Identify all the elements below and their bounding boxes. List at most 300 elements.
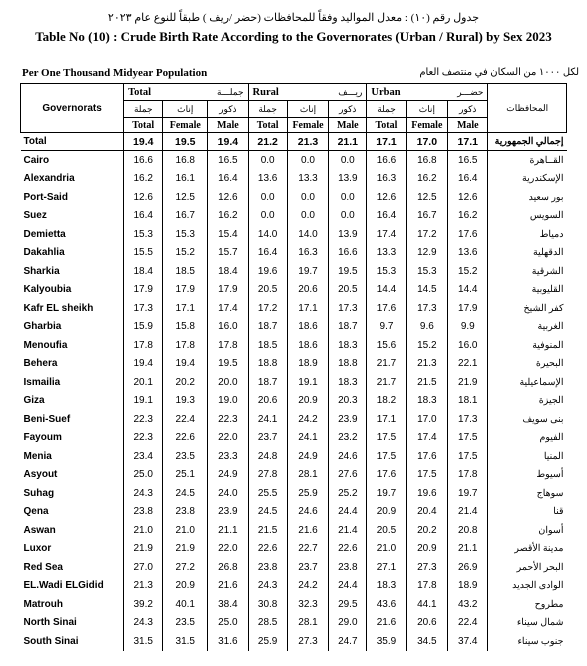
- cell-value: 0.0: [329, 207, 367, 226]
- group-total-en: Total: [128, 86, 152, 98]
- governorate-name-ar: كفر الشيخ: [523, 303, 564, 314]
- table-row: [21, 281, 567, 300]
- cell-value: 22.6: [248, 540, 287, 559]
- governorate-name-en: Giza: [23, 395, 45, 407]
- cell-value: 27.0: [124, 558, 163, 577]
- subheader-en-female-1: Female: [163, 118, 208, 133]
- governorate-name-en: South Sinai: [23, 635, 79, 647]
- cell-value: 25.9: [287, 484, 328, 503]
- governorate-name-en: Ismailia: [23, 376, 61, 388]
- table-row: [21, 410, 567, 429]
- cell-value: 22.4: [448, 614, 488, 633]
- cell-value: 17.3: [329, 299, 367, 318]
- cell-value: 35.9: [367, 632, 406, 651]
- cell-value: 23.7: [287, 558, 328, 577]
- cell-value: 17.5: [448, 447, 488, 466]
- cell-value: 22.0: [208, 429, 248, 448]
- group-rural-en: Rural: [252, 86, 279, 98]
- cell-value: 19.4: [163, 355, 208, 374]
- cell-value: 17.8: [208, 336, 248, 355]
- cell-value: 21.3: [124, 577, 163, 596]
- governorate-name-en: Menia: [23, 450, 52, 462]
- cell-value: 17.5: [406, 466, 447, 485]
- cell-value: 21.4: [329, 521, 367, 540]
- row-label-ar: إجمالي الجمهورية: [488, 133, 567, 151]
- subheader-en-female-3: Female: [406, 118, 447, 133]
- cell-value: 23.3: [208, 447, 248, 466]
- cell-value: 15.2: [448, 262, 488, 281]
- table-row: [21, 355, 567, 374]
- cell-value: 15.2: [406, 336, 447, 355]
- governorate-name-en: EL.Wadi ELGidid: [23, 580, 104, 592]
- cell-value: 20.4: [406, 503, 447, 522]
- cell-value: 21.4: [448, 503, 488, 522]
- cell-value: 28.5: [248, 614, 287, 633]
- governorate-name-en: Port-Said: [23, 191, 68, 203]
- governorate-name-ar: القليوبية: [531, 285, 564, 296]
- table-row: [21, 540, 567, 559]
- cell-value: 24.5: [163, 484, 208, 503]
- subheader-en-male-1: Male: [208, 118, 248, 133]
- cell-value: 25.0: [124, 466, 163, 485]
- governorate-name-en: Cairo: [23, 154, 50, 166]
- governorate-name-en: Qena: [23, 506, 49, 518]
- cell-value: 31.6: [208, 632, 248, 651]
- cell-value: 34.5: [406, 632, 447, 651]
- governorates-header-en: Governorats: [21, 84, 124, 133]
- cell-value: 43.6: [367, 595, 406, 614]
- cell-value: 43.2: [448, 595, 488, 614]
- governorate-name-en: Menoufia: [23, 339, 68, 351]
- cell-value: 16.6: [367, 151, 406, 170]
- governorate-name-ar: البحر الأحمر: [516, 562, 564, 573]
- cell-value: 23.5: [163, 614, 208, 633]
- cell-value: 9.9: [448, 318, 488, 337]
- cell-value: 14.0: [287, 225, 328, 244]
- table-row: [21, 225, 567, 244]
- cell-value: 17.5: [448, 429, 488, 448]
- cell-value: 17.1: [367, 133, 406, 151]
- group-urban-ar: حضـــر: [457, 86, 484, 97]
- governorate-name-en: Alexandria: [23, 173, 75, 185]
- cell-value: 16.2: [448, 207, 488, 226]
- cell-value: 18.1: [448, 392, 488, 411]
- cell-value: 24.6: [287, 503, 328, 522]
- cell-value: 24.0: [208, 484, 248, 503]
- cell-value: 9.7: [367, 318, 406, 337]
- cell-value: 16.8: [163, 151, 208, 170]
- cell-value: 24.6: [329, 447, 367, 466]
- cell-value: 20.5: [367, 521, 406, 540]
- cell-value: 22.4: [163, 410, 208, 429]
- cell-value: 23.8: [163, 503, 208, 522]
- governorate-name-ar: الجيزة: [538, 396, 564, 407]
- table-row: [21, 614, 567, 633]
- governorate-name-en: North Sinai: [23, 617, 77, 629]
- cell-value: 24.4: [329, 503, 367, 522]
- table-body: [21, 133, 567, 651]
- cell-value: 21.1: [448, 540, 488, 559]
- cell-value: 12.6: [367, 188, 406, 207]
- table-row: [21, 244, 567, 263]
- cell-value: 18.2: [367, 392, 406, 411]
- cell-value: 18.4: [208, 262, 248, 281]
- subheader-en-male-3: Male: [448, 118, 488, 133]
- cell-value: 24.7: [329, 632, 367, 651]
- cell-value: 22.7: [287, 540, 328, 559]
- cell-value: 19.5: [329, 262, 367, 281]
- cell-value: 16.4: [248, 244, 287, 263]
- cell-value: 24.2: [287, 410, 328, 429]
- cell-value: 16.7: [406, 207, 447, 226]
- cell-value: 26.8: [208, 558, 248, 577]
- subheader-ar-female-1: إناث: [163, 101, 208, 118]
- cell-value: 0.0: [329, 151, 367, 170]
- cell-value: 20.9: [287, 392, 328, 411]
- cell-value: 23.9: [329, 410, 367, 429]
- cell-value: 18.9: [448, 577, 488, 596]
- cell-value: 23.5: [163, 447, 208, 466]
- cell-value: 21.1: [208, 521, 248, 540]
- group-header-urban: [367, 84, 488, 101]
- cell-value: 0.0: [248, 207, 287, 226]
- cell-value: 22.3: [124, 410, 163, 429]
- cell-value: 24.4: [329, 577, 367, 596]
- governorate-name-ar: مطروح: [534, 599, 564, 610]
- cell-value: 19.4: [124, 133, 163, 151]
- table-title-english: Table No (10) : Crude Birth Rate According to the Governorates (Urban / Rural) by Sex 2023: [35, 29, 552, 44]
- cell-value: 19.1: [287, 373, 328, 392]
- cell-value: 27.8: [248, 466, 287, 485]
- cell-value: 21.2: [248, 133, 287, 151]
- cell-value: 13.6: [248, 170, 287, 189]
- cell-value: 17.8: [124, 336, 163, 355]
- cell-value: 19.7: [448, 484, 488, 503]
- cell-value: 15.3: [406, 262, 447, 281]
- cell-value: 21.6: [208, 577, 248, 596]
- cell-value: 19.7: [367, 484, 406, 503]
- cell-value: 23.9: [208, 503, 248, 522]
- cell-value: 17.5: [367, 429, 406, 448]
- cell-value: 13.6: [448, 244, 488, 263]
- cell-value: 18.3: [329, 336, 367, 355]
- cell-value: 27.1: [367, 558, 406, 577]
- cell-value: 12.6: [448, 188, 488, 207]
- governorate-name-en: Luxor: [23, 543, 52, 555]
- cell-value: 17.3: [124, 299, 163, 318]
- subheader-en-total-3: Total: [367, 118, 406, 133]
- cell-value: 12.5: [406, 188, 447, 207]
- cell-value: 18.3: [406, 392, 447, 411]
- cell-value: 38.4: [208, 595, 248, 614]
- cell-value: 15.4: [208, 225, 248, 244]
- cell-value: 17.3: [448, 410, 488, 429]
- cell-value: 17.4: [208, 299, 248, 318]
- cell-value: 37.4: [448, 632, 488, 651]
- table-row: [21, 577, 567, 596]
- cell-value: 20.5: [329, 281, 367, 300]
- cell-value: 13.3: [287, 170, 328, 189]
- cell-value: 17.0: [406, 133, 447, 151]
- cell-value: 15.5: [124, 244, 163, 263]
- cell-value: 17.1: [367, 410, 406, 429]
- cell-value: 15.3: [367, 262, 406, 281]
- cell-value: 19.1: [124, 392, 163, 411]
- governorate-name-ar: الفيوم: [539, 433, 564, 444]
- governorate-name-ar: بنى سويف: [522, 414, 564, 425]
- governorate-name-ar: الوادى الجديد: [512, 581, 564, 592]
- cell-value: 24.1: [287, 429, 328, 448]
- cell-value: 17.6: [367, 299, 406, 318]
- cell-value: 40.1: [163, 595, 208, 614]
- cell-value: 20.8: [448, 521, 488, 540]
- cell-value: 12.6: [124, 188, 163, 207]
- cell-value: 16.5: [208, 151, 248, 170]
- cell-value: 18.4: [124, 262, 163, 281]
- cell-value: 18.9: [287, 355, 328, 374]
- cell-value: 24.9: [208, 466, 248, 485]
- cell-value: 19.6: [248, 262, 287, 281]
- cell-value: 21.5: [406, 373, 447, 392]
- governorate-name-ar: الإسماعيلية: [519, 377, 564, 388]
- birth-rate-table: [20, 83, 567, 651]
- cell-value: 19.4: [208, 133, 248, 151]
- cell-value: 18.5: [163, 262, 208, 281]
- cell-value: 14.4: [448, 281, 488, 300]
- governorate-name-ar: الشرقية: [531, 266, 564, 277]
- cell-value: 16.4: [208, 170, 248, 189]
- cell-value: 16.3: [287, 244, 328, 263]
- table-row: [21, 373, 567, 392]
- governorate-name-ar: القــاهرة: [529, 155, 564, 166]
- governorate-name-ar: البحيرة: [535, 359, 564, 370]
- cell-value: 20.9: [406, 540, 447, 559]
- table-row: [21, 466, 567, 485]
- cell-value: 16.7: [163, 207, 208, 226]
- cell-value: 18.3: [329, 373, 367, 392]
- cell-value: 23.7: [248, 429, 287, 448]
- cell-value: 21.0: [124, 521, 163, 540]
- subheader-ar-total-2: جملة: [248, 101, 287, 118]
- cell-value: 21.5: [248, 521, 287, 540]
- cell-value: 17.9: [448, 299, 488, 318]
- cell-value: 13.9: [329, 225, 367, 244]
- governorate-name-en: Suez: [23, 210, 47, 222]
- table-row-total: [21, 133, 567, 151]
- cell-value: 21.3: [406, 355, 447, 374]
- table-row: [21, 595, 567, 614]
- cell-value: 24.5: [248, 503, 287, 522]
- cell-value: 17.3: [406, 299, 447, 318]
- cell-value: 25.2: [329, 484, 367, 503]
- cell-value: 15.6: [367, 336, 406, 355]
- group-rural-ar: ريـــف: [338, 86, 363, 97]
- cell-value: 15.9: [124, 318, 163, 337]
- cell-value: 19.7: [287, 262, 328, 281]
- table-row: [21, 392, 567, 411]
- cell-value: 0.0: [248, 151, 287, 170]
- cell-value: 16.0: [448, 336, 488, 355]
- cell-value: 20.9: [163, 577, 208, 596]
- cell-value: 25.9: [248, 632, 287, 651]
- cell-value: 20.2: [163, 373, 208, 392]
- cell-value: 12.6: [208, 188, 248, 207]
- subheader-en-male-2: Male: [329, 118, 367, 133]
- row-label-en: Total: [21, 133, 124, 151]
- cell-value: 17.4: [406, 429, 447, 448]
- group-urban-en: Urban: [371, 86, 401, 98]
- subheader-en-total-1: Total: [124, 118, 163, 133]
- cell-value: 23.8: [124, 503, 163, 522]
- cell-value: 21.0: [367, 540, 406, 559]
- cell-value: 17.8: [448, 466, 488, 485]
- governorates-header-ar: المحافظات: [488, 84, 567, 133]
- cell-value: 16.2: [406, 170, 447, 189]
- cell-value: 19.3: [163, 392, 208, 411]
- cell-value: 20.0: [208, 373, 248, 392]
- cell-value: 16.1: [163, 170, 208, 189]
- cell-value: 27.3: [406, 558, 447, 577]
- cell-value: 21.9: [124, 540, 163, 559]
- governorate-name-en: Asyout: [23, 469, 58, 481]
- table-header: [21, 84, 567, 133]
- governorate-name-ar: قنا: [553, 507, 564, 518]
- cell-value: 0.0: [287, 207, 328, 226]
- cell-value: 16.2: [208, 207, 248, 226]
- cell-value: 25.5: [248, 484, 287, 503]
- cell-value: 15.7: [208, 244, 248, 263]
- cell-value: 29.0: [329, 614, 367, 633]
- cell-value: 21.9: [163, 540, 208, 559]
- cell-value: 24.1: [248, 410, 287, 429]
- cell-value: 0.0: [329, 188, 367, 207]
- cell-value: 17.9: [124, 281, 163, 300]
- cell-value: 16.4: [124, 207, 163, 226]
- governorate-name-ar: شمال سيناء: [516, 618, 564, 629]
- table-row: [21, 151, 567, 170]
- cell-value: 17.6: [367, 466, 406, 485]
- governorate-name-ar: المنيا: [543, 451, 564, 462]
- cell-value: 17.4: [367, 225, 406, 244]
- governorate-name-ar: أسوان: [538, 525, 564, 536]
- cell-value: 0.0: [248, 188, 287, 207]
- cell-value: 9.6: [406, 318, 447, 337]
- cell-value: 20.6: [406, 614, 447, 633]
- subheader-en-female-2: Female: [287, 118, 328, 133]
- cell-value: 16.0: [208, 318, 248, 337]
- cell-value: 15.2: [163, 244, 208, 263]
- governorate-name-ar: سوهاج: [536, 488, 564, 499]
- subheader-ar-male-3: ذكور: [448, 101, 488, 118]
- cell-value: 14.4: [367, 281, 406, 300]
- subheader-ar-total-3: جملة: [367, 101, 406, 118]
- governorate-name-en: Kafr EL sheikh: [23, 302, 94, 314]
- cell-value: 16.6: [329, 244, 367, 263]
- cell-value: 21.1: [329, 133, 367, 151]
- cell-value: 22.6: [329, 540, 367, 559]
- governorate-name-en: Beni-Suef: [23, 413, 71, 425]
- cell-value: 27.3: [287, 632, 328, 651]
- table-row: [21, 262, 567, 281]
- cell-value: 20.9: [367, 503, 406, 522]
- group-header-rural: [248, 84, 367, 101]
- governorate-name-ar: المنوفية: [532, 340, 564, 351]
- cell-value: 16.4: [367, 207, 406, 226]
- cell-value: 16.2: [124, 170, 163, 189]
- table-row: [21, 318, 567, 337]
- cell-value: 14.5: [406, 281, 447, 300]
- cell-value: 21.6: [367, 614, 406, 633]
- cell-value: 18.6: [287, 318, 328, 337]
- cell-value: 15.3: [163, 225, 208, 244]
- cell-value: 17.6: [406, 447, 447, 466]
- cell-value: 18.7: [248, 373, 287, 392]
- cell-value: 15.3: [124, 225, 163, 244]
- governorate-name-en: Fayoum: [23, 432, 62, 444]
- governorate-name-ar: دمياط: [539, 229, 564, 240]
- governorate-name-en: Dakahlia: [23, 247, 65, 259]
- cell-value: 18.5: [248, 336, 287, 355]
- cell-value: 23.2: [329, 429, 367, 448]
- cell-value: 19.5: [163, 133, 208, 151]
- cell-value: 28.1: [287, 614, 328, 633]
- cell-value: 13.3: [367, 244, 406, 263]
- cell-value: 17.2: [248, 299, 287, 318]
- cell-value: 18.3: [367, 577, 406, 596]
- cell-value: 18.7: [329, 318, 367, 337]
- table-row: [21, 429, 567, 448]
- governorate-name-en: Red Sea: [23, 561, 63, 573]
- cell-value: 19.6: [406, 484, 447, 503]
- governorate-name-ar: السويس: [529, 211, 564, 222]
- table-row: [21, 170, 567, 189]
- governorate-name-ar: جنوب سيناء: [517, 636, 564, 647]
- subheader-ar-female-2: إناث: [287, 101, 328, 118]
- cell-value: 21.7: [367, 355, 406, 374]
- cell-value: 0.0: [287, 188, 328, 207]
- cell-value: 29.5: [329, 595, 367, 614]
- governorate-name-en: Demietta: [23, 228, 66, 240]
- governorate-name-en: Aswan: [23, 524, 56, 536]
- cell-value: 27.2: [163, 558, 208, 577]
- cell-value: 24.3: [124, 614, 163, 633]
- cell-value: 22.3: [124, 429, 163, 448]
- cell-value: 24.9: [287, 447, 328, 466]
- cell-value: 22.6: [163, 429, 208, 448]
- table-row: [21, 207, 567, 226]
- cell-value: 22.1: [448, 355, 488, 374]
- table-row: [21, 447, 567, 466]
- governorate-name-en: Gharbia: [23, 321, 62, 333]
- table-row: [21, 558, 567, 577]
- cell-value: 16.8: [406, 151, 447, 170]
- cell-value: 30.8: [248, 595, 287, 614]
- table-row: [21, 484, 567, 503]
- group-header-total: [124, 84, 248, 101]
- cell-value: 26.9: [448, 558, 488, 577]
- cell-value: 12.5: [163, 188, 208, 207]
- cell-value: 17.5: [367, 447, 406, 466]
- cell-value: 20.5: [248, 281, 287, 300]
- cell-value: 18.7: [248, 318, 287, 337]
- governorate-name-en: Sharkia: [23, 265, 60, 277]
- cell-value: 19.5: [208, 355, 248, 374]
- cell-value: 12.9: [406, 244, 447, 263]
- cell-value: 20.3: [329, 392, 367, 411]
- cell-value: 21.6: [287, 521, 328, 540]
- cell-value: 44.1: [406, 595, 447, 614]
- governorate-name-en: Kalyoubia: [23, 284, 72, 296]
